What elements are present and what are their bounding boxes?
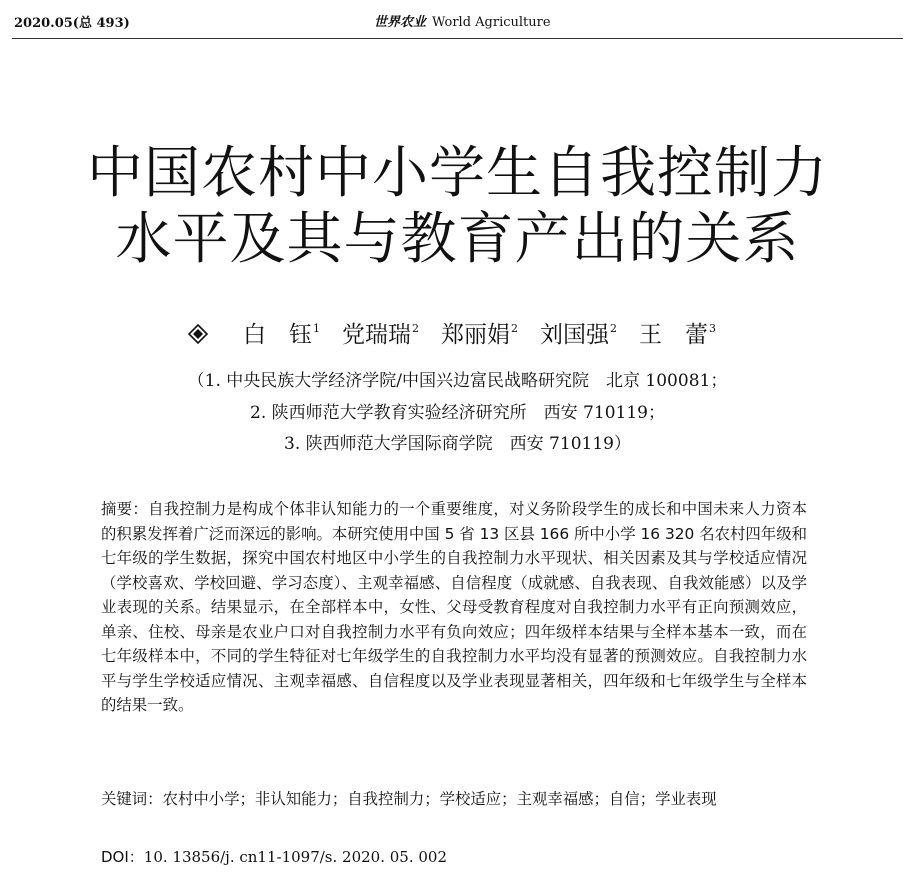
- author-affiliation-mark: 3: [709, 322, 716, 335]
- author-1: [243, 322, 320, 348]
- keywords-text: 农村中小学；非认知能力；自我控制力；学校适应；主观幸福感；自信；学业表现: [162, 790, 717, 808]
- journal-name: [374, 11, 551, 30]
- author-name: 王 蕾: [639, 322, 708, 348]
- issue-number: 2020.05(总 493): [14, 16, 130, 31]
- journal-name-cn: 世界农业: [374, 15, 427, 30]
- author-name: 刘国强: [540, 322, 609, 348]
- affiliation-2: 2. 陕西师范大学教育实验经济研究所 西安 710119；: [250, 403, 665, 423]
- author-4: [540, 322, 617, 348]
- diamond-bullet-icon: [188, 324, 208, 344]
- author-3: [441, 322, 518, 348]
- author-affiliation-mark: 1: [313, 322, 320, 335]
- author-name: 白 钰: [243, 322, 312, 348]
- author-affiliation-mark: 2: [610, 322, 617, 335]
- keywords: [101, 787, 807, 812]
- abstract-text: 自我控制力是构成个体非认知能力的一个重要维度，对义务阶段学生的成长和中国未来人力资本的积累发挥着广泛而深远的影响。本研究使用中国 5 省 13 区县 166 所中小学 16 320 名农村四年级和七年级的学生数据，探究中国农村地区中小学生的自我控制力水平现状、相关因素及其与学校适应情况（学校喜欢、学校回避、学习态度）、主观幸福感、自信程度（成就感、自我表现、自我效能感）以及学业表现的关系。结果显示，在全部样本中，女性、父母受教育程度对自我控制力水平有正向预测效应，单亲、住校、母亲是农业户口对自我控制力水平有负向效应；四年级样本结果与全样本基本一致，而在七年级样本中，不同的学生特征对七年级学生的自我控制力水平均没有显著的预测效应。自我控制力水平与学生学校适应情况、主观幸福感、自信程度以及学业表现显著相关，四年级和七年级学生与全样本的结果一致。: [101, 500, 807, 714]
- header-divider: [12, 38, 903, 39]
- author-affiliation-mark: 2: [412, 322, 419, 335]
- affiliation-3: 3. 陕西师范大学国际商学院 西安 710119）: [284, 434, 631, 454]
- journal-name-en: World Agriculture: [432, 15, 551, 30]
- abstract: [101, 497, 807, 718]
- doi-label: DOI：: [101, 848, 144, 866]
- author-affiliation-mark: 2: [511, 322, 518, 335]
- article-title-line-2: 水平及其与教育产出的关系: [115, 207, 800, 272]
- author-name: 党瑞瑞: [342, 322, 411, 348]
- doi-value[interactable]: 10. 13856/j. cn11-1097/s. 2020. 05. 002: [143, 848, 448, 866]
- author-list: [0, 316, 915, 349]
- author-5: [639, 322, 716, 348]
- author-2: [342, 322, 419, 348]
- abstract-label: 摘要：: [101, 500, 149, 518]
- keywords-label: 关键词：: [101, 790, 163, 808]
- affiliation-1: （1. 中央民族大学经济学院/中国兴边富民战略研究院 北京 100081；: [187, 371, 728, 391]
- doi[interactable]: [101, 846, 447, 867]
- author-name: 郑丽娟: [441, 322, 510, 348]
- article-title-line-1: 中国农村中小学生自我控制力: [87, 141, 828, 206]
